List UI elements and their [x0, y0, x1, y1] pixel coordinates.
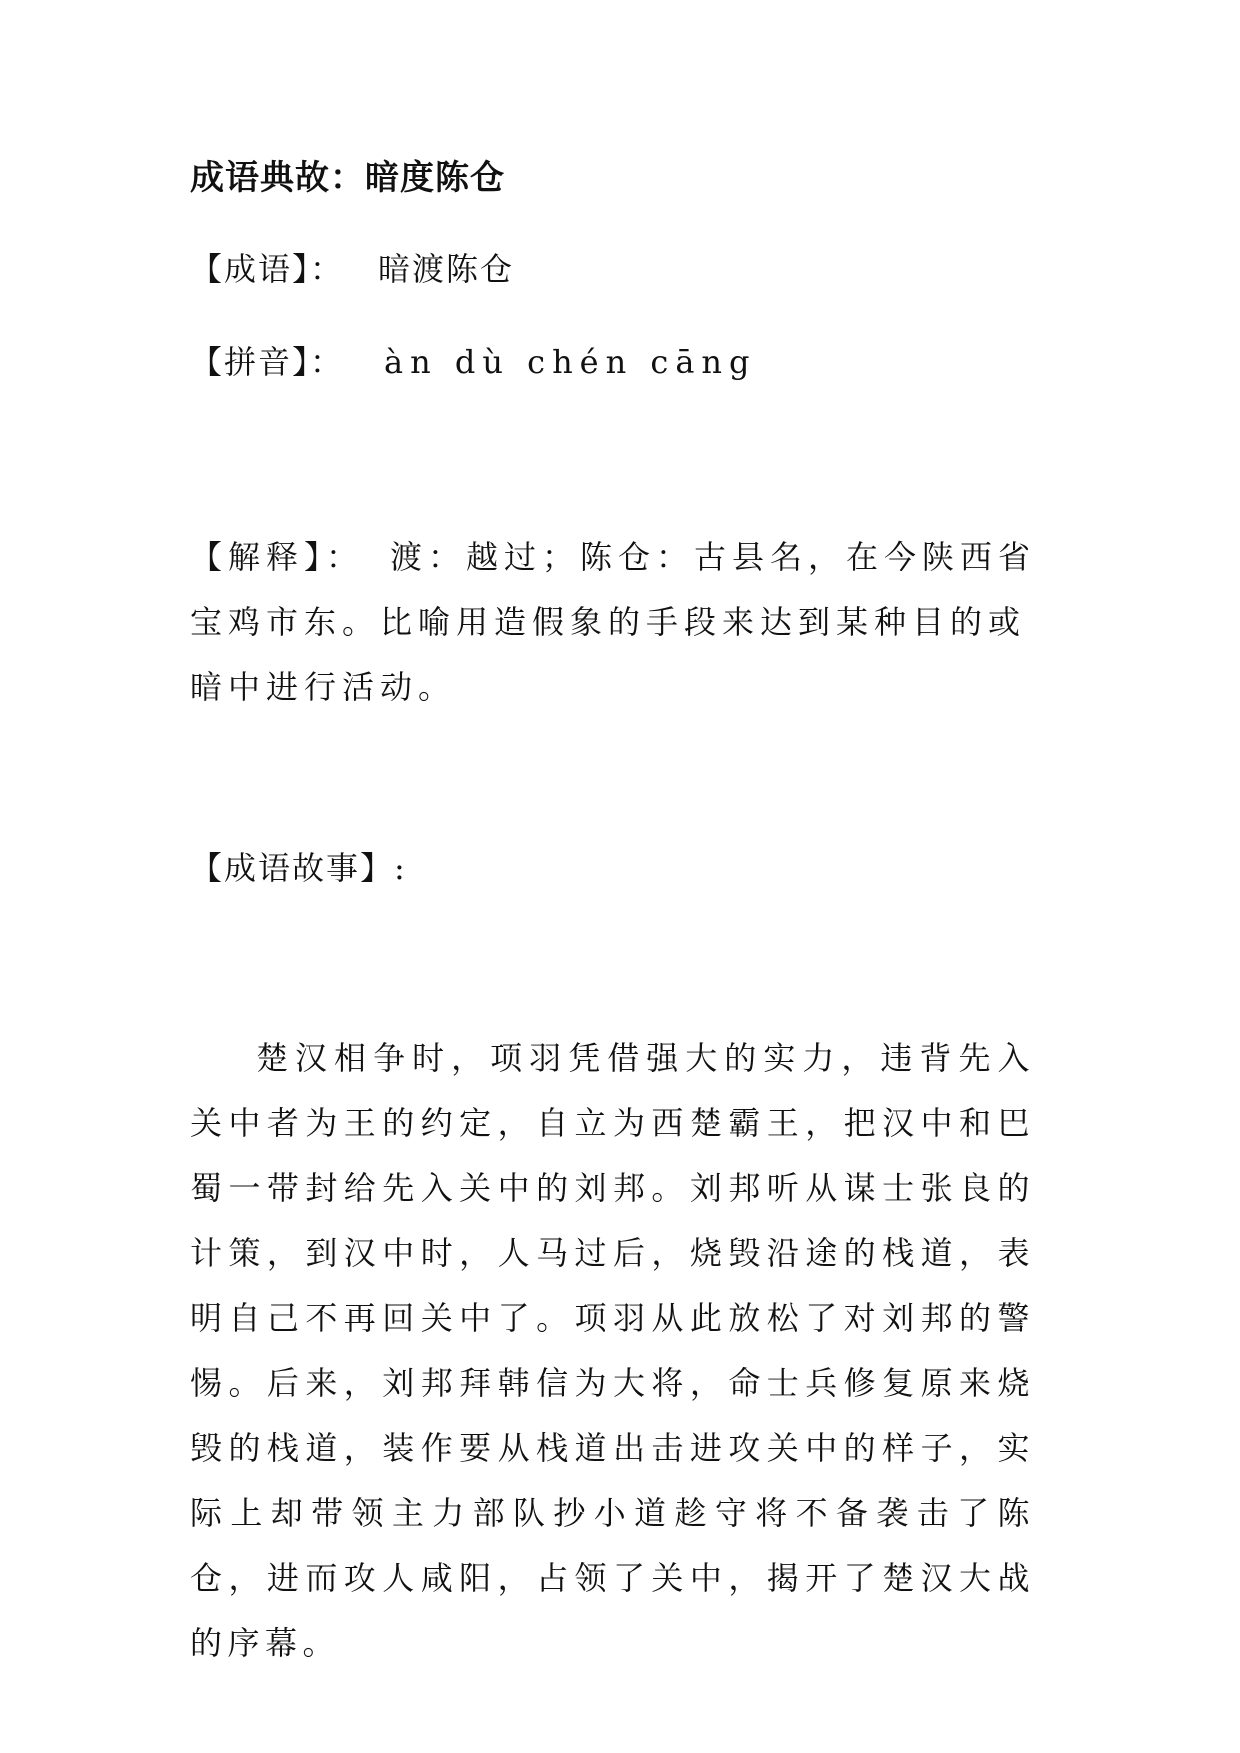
- idiom-label: 【成语】：: [190, 250, 345, 288]
- explanation-text: 渡：越过；陈仓：古县名，在今陕西省宝鸡市东。比喻用造假象的手段来达到某种目的或暗中进行活动。: [190, 538, 1037, 706]
- pinyin-value: àn dù chén cāng: [384, 343, 757, 381]
- explanation-paragraph: [190, 525, 1050, 720]
- pinyin-field: [190, 337, 756, 383]
- story-paragraph: 楚汉相争时，项羽凭借强大的实力，违背先入关中者为王的约定，自立为西楚霸王，把汉中和巴蜀一带封给先入关中的刘邦。刘邦听从谋士张良的计策，到汉中时，人马过后，烧毁沿途的栈道，表明自己不再回关中了。项羽从此放松了对刘邦的警惕。后来，刘邦拜韩信为大将，命士兵修复原来烧毁的栈道，装作要从栈道出击进攻关中的样子，实际上却带领主力部队抄小道趁守将不备袭击了陈仓，进而攻人咸阳，占领了关中，揭开了楚汉大战的序幕。: [190, 1039, 1035, 1662]
- idiom-value: 暗渡陈仓: [378, 250, 515, 288]
- story-heading: 【成语故事】:: [190, 849, 407, 887]
- pinyin-label: 【拼音】：: [190, 343, 345, 381]
- explanation-label: 【解释】：: [190, 538, 365, 576]
- page-title: 成语典故：暗度陈仓: [190, 158, 505, 198]
- idiom-field: [190, 244, 514, 290]
